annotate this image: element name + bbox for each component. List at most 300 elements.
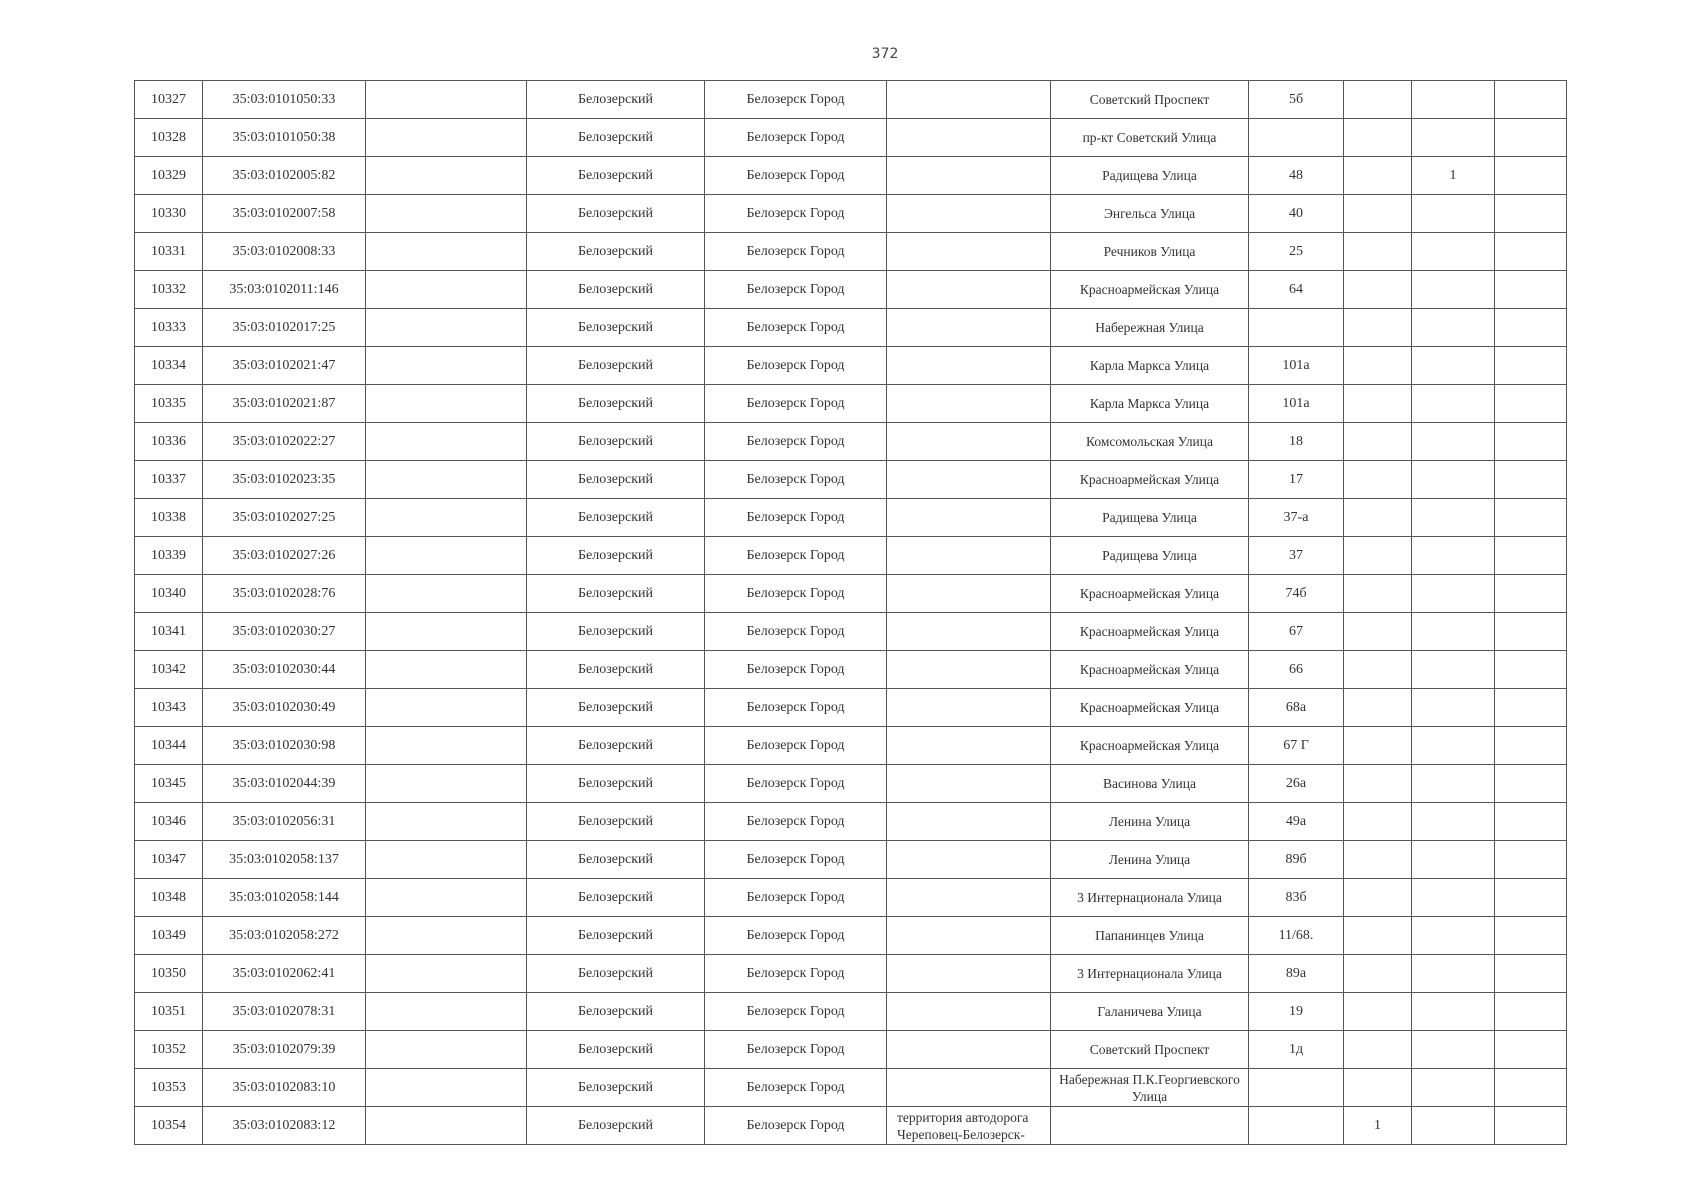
cell-col9	[1344, 309, 1412, 347]
cell-street: Красноармейская Улица	[1051, 461, 1249, 499]
cell-territory: территория автодорога Череповец-Белозерск-	[887, 1107, 1051, 1145]
cell-street	[1051, 1107, 1249, 1145]
cell-locality: Белозерск Город	[705, 841, 887, 879]
table-row	[135, 803, 1567, 841]
cell-street: Энгельса Улица	[1051, 195, 1249, 233]
cell-col10	[1412, 195, 1495, 233]
cell-col10	[1412, 233, 1495, 271]
cell-cadastral-number: 35:03:0102079:39	[203, 1031, 366, 1069]
cell-district: Белозерский	[527, 727, 705, 765]
cell-empty	[366, 651, 527, 689]
cell-cadastral-number: 35:03:0102007:58	[203, 195, 366, 233]
cell-col10	[1412, 119, 1495, 157]
cell-district: Белозерский	[527, 993, 705, 1031]
table-row	[135, 1107, 1567, 1145]
cell-number: 10332	[135, 271, 203, 309]
cell-col9	[1344, 385, 1412, 423]
cell-cadastral-number: 35:03:0101050:33	[203, 81, 366, 119]
cell-number: 10330	[135, 195, 203, 233]
cell-empty	[366, 195, 527, 233]
cell-house: 89а	[1249, 955, 1344, 993]
cell-locality: Белозерск Город	[705, 461, 887, 499]
cell-locality: Белозерск Город	[705, 385, 887, 423]
cell-house: 89б	[1249, 841, 1344, 879]
table-row	[135, 1069, 1567, 1107]
cell-number: 10346	[135, 803, 203, 841]
cell-locality: Белозерск Город	[705, 651, 887, 689]
cell-house: 17	[1249, 461, 1344, 499]
cell-col10	[1412, 423, 1495, 461]
cell-number: 10338	[135, 499, 203, 537]
cell-district: Белозерский	[527, 157, 705, 195]
cell-number: 10335	[135, 385, 203, 423]
table-row	[135, 119, 1567, 157]
cell-col10	[1412, 993, 1495, 1031]
cell-col9	[1344, 955, 1412, 993]
table-row	[135, 271, 1567, 309]
cell-cadastral-number: 35:03:0101050:38	[203, 119, 366, 157]
cell-street: Красноармейская Улица	[1051, 575, 1249, 613]
cell-house: 37	[1249, 537, 1344, 575]
cell-cadastral-number: 35:03:0102030:27	[203, 613, 366, 651]
cell-district: Белозерский	[527, 1031, 705, 1069]
cell-district: Белозерский	[527, 613, 705, 651]
cell-col10	[1412, 651, 1495, 689]
cell-empty	[366, 385, 527, 423]
cell-street: Советский Проспект	[1051, 1031, 1249, 1069]
cell-territory	[887, 689, 1051, 727]
cell-district: Белозерский	[527, 537, 705, 575]
cell-cadastral-number: 35:03:0102083:12	[203, 1107, 366, 1145]
table-row	[135, 575, 1567, 613]
cell-col9	[1344, 271, 1412, 309]
cell-house	[1249, 309, 1344, 347]
cell-street: Набережная Улица	[1051, 309, 1249, 347]
cell-street: Радищева Улица	[1051, 537, 1249, 575]
cell-col9	[1344, 423, 1412, 461]
cell-empty	[366, 157, 527, 195]
cell-street: Красноармейская Улица	[1051, 651, 1249, 689]
cell-district: Белозерский	[527, 575, 705, 613]
cell-number: 10352	[135, 1031, 203, 1069]
cell-territory	[887, 537, 1051, 575]
page-number: 372	[871, 46, 899, 62]
cell-empty	[366, 1107, 527, 1145]
cell-locality: Белозерск Город	[705, 1107, 887, 1145]
cell-locality: Белозерск Город	[705, 423, 887, 461]
cell-house: 101а	[1249, 385, 1344, 423]
cell-cadastral-number: 35:03:0102023:35	[203, 461, 366, 499]
cell-locality: Белозерск Город	[705, 81, 887, 119]
cell-col11	[1495, 119, 1567, 157]
cell-col10	[1412, 347, 1495, 385]
cell-col10	[1412, 461, 1495, 499]
cell-district: Белозерский	[527, 385, 705, 423]
cell-locality: Белозерск Город	[705, 613, 887, 651]
cell-col10	[1412, 917, 1495, 955]
cell-street: Ленина Улица	[1051, 841, 1249, 879]
cell-col11	[1495, 651, 1567, 689]
table-row	[135, 1031, 1567, 1069]
cell-col9: 1	[1344, 1107, 1412, 1145]
cell-street: Ленина Улица	[1051, 803, 1249, 841]
table-row	[135, 879, 1567, 917]
table-row	[135, 81, 1567, 119]
registry-table	[134, 80, 1567, 1145]
cell-empty	[366, 461, 527, 499]
cell-col9	[1344, 461, 1412, 499]
cell-locality: Белозерск Город	[705, 803, 887, 841]
cell-col9	[1344, 841, 1412, 879]
cell-number: 10351	[135, 993, 203, 1031]
cell-empty	[366, 727, 527, 765]
cell-territory	[887, 119, 1051, 157]
cell-house: 68а	[1249, 689, 1344, 727]
cell-house: 26а	[1249, 765, 1344, 803]
cell-cadastral-number: 35:03:0102011:146	[203, 271, 366, 309]
cell-house: 49а	[1249, 803, 1344, 841]
cell-street: Речников Улица	[1051, 233, 1249, 271]
cell-col11	[1495, 1031, 1567, 1069]
cell-col11	[1495, 1107, 1567, 1145]
cell-col9	[1344, 81, 1412, 119]
cell-col11	[1495, 917, 1567, 955]
cell-street: Карла Маркса Улица	[1051, 385, 1249, 423]
cell-col10	[1412, 271, 1495, 309]
cell-territory	[887, 803, 1051, 841]
table-row	[135, 537, 1567, 575]
cell-territory	[887, 423, 1051, 461]
cell-empty	[366, 1069, 527, 1107]
cell-col11	[1495, 727, 1567, 765]
cell-locality: Белозерск Город	[705, 955, 887, 993]
cell-col11	[1495, 499, 1567, 537]
cell-empty	[366, 575, 527, 613]
cell-cadastral-number: 35:03:0102078:31	[203, 993, 366, 1031]
table-row	[135, 841, 1567, 879]
cell-col10	[1412, 689, 1495, 727]
cell-locality: Белозерск Город	[705, 157, 887, 195]
cell-empty	[366, 499, 527, 537]
cell-house: 74б	[1249, 575, 1344, 613]
cell-house: 5б	[1249, 81, 1344, 119]
cell-house: 40	[1249, 195, 1344, 233]
cell-district: Белозерский	[527, 765, 705, 803]
cell-house: 83б	[1249, 879, 1344, 917]
cell-col9	[1344, 993, 1412, 1031]
cell-district: Белозерский	[527, 347, 705, 385]
cell-number: 10344	[135, 727, 203, 765]
cell-house: 19	[1249, 993, 1344, 1031]
cell-col11	[1495, 575, 1567, 613]
cell-col10	[1412, 1031, 1495, 1069]
cell-col10	[1412, 841, 1495, 879]
cell-street: Карла Маркса Улица	[1051, 347, 1249, 385]
cell-territory	[887, 81, 1051, 119]
cell-house	[1249, 119, 1344, 157]
cell-territory	[887, 271, 1051, 309]
cell-cadastral-number: 35:03:0102027:25	[203, 499, 366, 537]
cell-col9	[1344, 613, 1412, 651]
table-row	[135, 347, 1567, 385]
cell-locality: Белозерск Город	[705, 575, 887, 613]
cell-territory	[887, 879, 1051, 917]
table-row	[135, 993, 1567, 1031]
cell-cadastral-number: 35:03:0102027:26	[203, 537, 366, 575]
cell-locality: Белозерск Город	[705, 727, 887, 765]
cell-territory	[887, 309, 1051, 347]
cell-street: Васинова Улица	[1051, 765, 1249, 803]
cell-col11	[1495, 955, 1567, 993]
cell-house	[1249, 1107, 1344, 1145]
cell-number: 10353	[135, 1069, 203, 1107]
table-row	[135, 233, 1567, 271]
cell-col10	[1412, 537, 1495, 575]
cell-number: 10354	[135, 1107, 203, 1145]
cell-empty	[366, 765, 527, 803]
cell-territory	[887, 651, 1051, 689]
table-row	[135, 423, 1567, 461]
cell-territory	[887, 917, 1051, 955]
cell-district: Белозерский	[527, 651, 705, 689]
cell-number: 10334	[135, 347, 203, 385]
cell-locality: Белозерск Город	[705, 499, 887, 537]
cell-house: 64	[1249, 271, 1344, 309]
cell-col11	[1495, 765, 1567, 803]
cell-district: Белозерский	[527, 309, 705, 347]
cell-district: Белозерский	[527, 689, 705, 727]
cell-territory	[887, 195, 1051, 233]
cell-col10	[1412, 575, 1495, 613]
cell-cadastral-number: 35:03:0102008:33	[203, 233, 366, 271]
cell-col11	[1495, 993, 1567, 1031]
table-row	[135, 385, 1567, 423]
cell-cadastral-number: 35:03:0102044:39	[203, 765, 366, 803]
cell-col11	[1495, 271, 1567, 309]
cell-territory	[887, 765, 1051, 803]
cell-territory	[887, 841, 1051, 879]
cell-territory	[887, 499, 1051, 537]
cell-col11	[1495, 461, 1567, 499]
cell-col11	[1495, 309, 1567, 347]
cell-cadastral-number: 35:03:0102056:31	[203, 803, 366, 841]
cell-col11	[1495, 803, 1567, 841]
cell-district: Белозерский	[527, 803, 705, 841]
cell-district: Белозерский	[527, 271, 705, 309]
cell-empty	[366, 955, 527, 993]
cell-number: 10340	[135, 575, 203, 613]
cell-empty	[366, 613, 527, 651]
cell-col9	[1344, 917, 1412, 955]
table-row	[135, 765, 1567, 803]
cell-col10	[1412, 803, 1495, 841]
cell-col10	[1412, 955, 1495, 993]
cell-number: 10337	[135, 461, 203, 499]
cell-col9	[1344, 537, 1412, 575]
cell-cadastral-number: 35:03:0102030:49	[203, 689, 366, 727]
cell-col10	[1412, 613, 1495, 651]
cell-number: 10329	[135, 157, 203, 195]
cell-col11	[1495, 347, 1567, 385]
cell-col10	[1412, 879, 1495, 917]
cell-empty	[366, 993, 527, 1031]
cell-cadastral-number: 35:03:0102021:87	[203, 385, 366, 423]
cell-col10	[1412, 1107, 1495, 1145]
cell-cadastral-number: 35:03:0102030:44	[203, 651, 366, 689]
cell-col10	[1412, 727, 1495, 765]
cell-empty	[366, 1031, 527, 1069]
cell-col9	[1344, 1031, 1412, 1069]
cell-number: 10333	[135, 309, 203, 347]
cell-district: Белозерский	[527, 195, 705, 233]
cell-col9	[1344, 499, 1412, 537]
cell-locality: Белозерск Город	[705, 119, 887, 157]
cell-empty	[366, 347, 527, 385]
cell-street: Набережная П.К.Георгиевского Улица	[1051, 1069, 1249, 1107]
cell-street: Красноармейская Улица	[1051, 271, 1249, 309]
cell-col9	[1344, 651, 1412, 689]
cell-number: 10331	[135, 233, 203, 271]
cell-cadastral-number: 35:03:0102062:41	[203, 955, 366, 993]
table-row	[135, 727, 1567, 765]
cell-house: 25	[1249, 233, 1344, 271]
cell-street: Советский Проспект	[1051, 81, 1249, 119]
cell-street: Красноармейская Улица	[1051, 689, 1249, 727]
cell-territory	[887, 157, 1051, 195]
cell-house	[1249, 1069, 1344, 1107]
cell-empty	[366, 689, 527, 727]
cell-col10	[1412, 385, 1495, 423]
cell-locality: Белозерск Город	[705, 195, 887, 233]
cell-district: Белозерский	[527, 1107, 705, 1145]
cell-locality: Белозерск Город	[705, 271, 887, 309]
cell-empty	[366, 537, 527, 575]
cell-street: Галаничева Улица	[1051, 993, 1249, 1031]
cell-empty	[366, 81, 527, 119]
cell-locality: Белозерск Город	[705, 879, 887, 917]
cell-district: Белозерский	[527, 461, 705, 499]
table-row	[135, 499, 1567, 537]
cell-col9	[1344, 727, 1412, 765]
cell-empty	[366, 879, 527, 917]
cell-district: Белозерский	[527, 841, 705, 879]
cell-street: 3 Интернационала Улица	[1051, 879, 1249, 917]
cell-cadastral-number: 35:03:0102022:27	[203, 423, 366, 461]
cell-col11	[1495, 233, 1567, 271]
cell-cadastral-number: 35:03:0102028:76	[203, 575, 366, 613]
cell-district: Белозерский	[527, 233, 705, 271]
cell-territory	[887, 727, 1051, 765]
cell-territory	[887, 575, 1051, 613]
cell-number: 10347	[135, 841, 203, 879]
cell-number: 10348	[135, 879, 203, 917]
cell-territory	[887, 1031, 1051, 1069]
cell-col11	[1495, 195, 1567, 233]
cell-col9	[1344, 347, 1412, 385]
cell-territory	[887, 385, 1051, 423]
cell-number: 10350	[135, 955, 203, 993]
cell-territory	[887, 613, 1051, 651]
cell-col9	[1344, 119, 1412, 157]
cell-house: 67	[1249, 613, 1344, 651]
cell-empty	[366, 803, 527, 841]
cell-district: Белозерский	[527, 423, 705, 461]
cell-col11	[1495, 537, 1567, 575]
cell-number: 10328	[135, 119, 203, 157]
cell-house: 101а	[1249, 347, 1344, 385]
cell-cadastral-number: 35:03:0102021:47	[203, 347, 366, 385]
cell-col9	[1344, 233, 1412, 271]
cell-number: 10339	[135, 537, 203, 575]
cell-col11	[1495, 385, 1567, 423]
cell-house: 18	[1249, 423, 1344, 461]
cell-col11	[1495, 841, 1567, 879]
cell-street: Радищева Улица	[1051, 157, 1249, 195]
cell-col10	[1412, 309, 1495, 347]
cell-cadastral-number: 35:03:0102005:82	[203, 157, 366, 195]
cell-locality: Белозерск Город	[705, 689, 887, 727]
cell-number: 10327	[135, 81, 203, 119]
cell-cadastral-number: 35:03:0102083:10	[203, 1069, 366, 1107]
cell-cadastral-number: 35:03:0102017:25	[203, 309, 366, 347]
cell-cadastral-number: 35:03:0102030:98	[203, 727, 366, 765]
cell-locality: Белозерск Город	[705, 993, 887, 1031]
cell-col11	[1495, 689, 1567, 727]
cell-empty	[366, 917, 527, 955]
cell-number: 10349	[135, 917, 203, 955]
cell-col10	[1412, 765, 1495, 803]
table-row	[135, 309, 1567, 347]
cell-col9	[1344, 803, 1412, 841]
cell-col11	[1495, 879, 1567, 917]
cell-col9	[1344, 689, 1412, 727]
cell-district: Белозерский	[527, 879, 705, 917]
cell-cadastral-number: 35:03:0102058:144	[203, 879, 366, 917]
cell-locality: Белозерск Город	[705, 765, 887, 803]
cell-col9	[1344, 765, 1412, 803]
cell-col10	[1412, 81, 1495, 119]
cell-house: 37-а	[1249, 499, 1344, 537]
cell-empty	[366, 271, 527, 309]
cell-street: пр-кт Советский Улица	[1051, 119, 1249, 157]
cell-street: Красноармейская Улица	[1051, 727, 1249, 765]
cell-territory	[887, 233, 1051, 271]
cell-number: 10343	[135, 689, 203, 727]
cell-number: 10345	[135, 765, 203, 803]
cell-col11	[1495, 423, 1567, 461]
cell-street: Красноармейская Улица	[1051, 613, 1249, 651]
cell-locality: Белозерск Город	[705, 347, 887, 385]
table-row	[135, 689, 1567, 727]
cell-locality: Белозерск Город	[705, 917, 887, 955]
cell-territory	[887, 955, 1051, 993]
cell-col11	[1495, 157, 1567, 195]
cell-number: 10342	[135, 651, 203, 689]
cell-street: Комсомольская Улица	[1051, 423, 1249, 461]
cell-house: 11/68.	[1249, 917, 1344, 955]
cell-col11	[1495, 613, 1567, 651]
cell-col9	[1344, 575, 1412, 613]
cell-cadastral-number: 35:03:0102058:272	[203, 917, 366, 955]
cell-col11	[1495, 81, 1567, 119]
cell-col9	[1344, 1069, 1412, 1107]
table-row	[135, 651, 1567, 689]
cell-col9	[1344, 195, 1412, 233]
cell-empty	[366, 309, 527, 347]
cell-empty	[366, 119, 527, 157]
cell-house: 1д	[1249, 1031, 1344, 1069]
table-row	[135, 195, 1567, 233]
